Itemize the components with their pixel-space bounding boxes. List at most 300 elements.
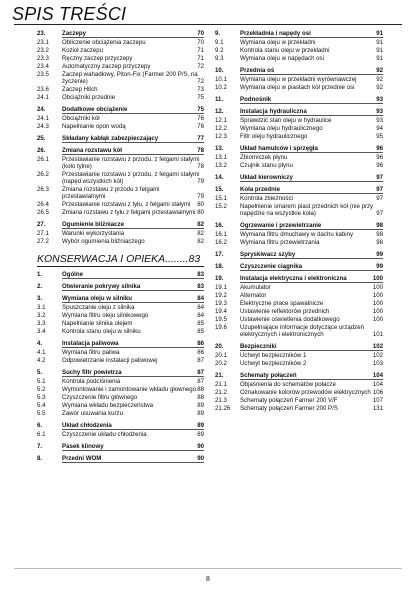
toc-chapter[interactable] [37,340,204,348]
toc-entry-title: Obciążniki kół 76 [62,115,204,122]
toc-entry-page: 96 [376,154,383,161]
toc-entry-number: 26.3 [37,186,49,193]
toc-entry-page: 76 [197,115,204,122]
toc-entry[interactable] [215,324,383,339]
toc-entry-title: Układ hamulców i sprzęgła 96 [240,145,383,152]
toc-entry[interactable] [37,230,204,238]
toc-entry-number: 4.1 [37,349,46,357]
toc-entry-title: Instalacja paliwowa 86 [62,340,204,348]
toc-chapter[interactable] [37,147,204,155]
toc-chapter[interactable] [37,106,204,114]
toc-entry[interactable] [37,201,204,209]
toc-entry-title: Zmiana rozstawu kół 78 [62,147,204,154]
toc-entry-number: 15.1 [215,195,227,202]
toc-chapter[interactable] [215,96,383,104]
toc-entry[interactable] [215,389,383,397]
toc-chapter[interactable] [215,343,383,351]
toc-entry-title: Zmiana rozstawu z przodu z felgami przestawialnymi 79 [62,186,204,200]
toc-entry-title: Dodatkowe obciążenie 75 [62,106,204,113]
toc-entry-number: 19.6 [215,324,227,331]
toc-entry-title: Układ kierowniczy 97 [240,174,383,181]
toc-entry-page: 87 [197,369,204,377]
toc-entry-title: Wymiana oleju w przekładni 91 [240,39,383,46]
toc-entry-title: Wymiana oleju w napędach osi 91 [240,55,383,62]
toc-entry-title: Alternator 100 [240,292,383,299]
toc-chapter[interactable] [37,135,204,143]
toc-entry-page: 100 [372,308,383,315]
toc-entry-title: Wymiana oleju w silniku 84 [62,295,204,303]
toc-entry-title: Wymiana filtru przewietrzania 98 [240,239,383,246]
toc-entry-number: 6. [37,422,43,430]
toc-entry-page: 75 [197,106,204,113]
toc-entry-number: 20.1 [215,352,227,359]
page-title: SPIS TREŚCI [12,4,127,24]
toc-entry-number: 8. [37,455,43,463]
toc-entry-number: 25. [37,135,46,142]
toc-entry-number: 26.1 [37,156,49,163]
toc-entry-page: 97 [376,174,383,181]
toc-entry-page: 71 [197,47,204,54]
right-column [215,28,383,413]
toc-entry-title: Kontrola stanu oleju w przekładni 91 [240,47,383,54]
toc-entry-number: 24.1 [37,115,49,122]
toc-entry-page: 98 [376,239,383,246]
toc-entry[interactable] [215,195,383,203]
toc-entry-number: 10. [215,67,224,74]
toc-chapter[interactable] [215,372,383,380]
toc-entry-page: 93 [376,108,383,115]
toc-entry-number: 23.6 [37,86,49,93]
toc-entry-number: 13.1 [215,154,227,161]
toc-entry-page: 100 [372,300,383,307]
toc-entry[interactable] [37,386,204,394]
toc-entry-page: 82 [197,238,204,245]
toc-entry-page: 89 [197,402,204,410]
toc-entry-page: 97 [376,195,383,202]
toc-list-left [37,30,204,246]
toc-entry-number: 24. [37,106,46,113]
toc-entry-number: 24.1 [37,94,49,101]
toc-entry-page: 98 [376,222,383,229]
toc-entry-title: Koła przednie 97 [240,186,383,193]
toc-entry-page: 96 [376,162,383,169]
toc-entry-title: Czujnik stanu płynu 96 [240,162,383,169]
toc-entry-number: 26.5 [37,209,49,216]
toc-entry-number: 19.3 [215,300,227,307]
toc-entry[interactable] [215,154,383,162]
toc-entry-page: 97 [376,186,383,193]
toc-entry-title: Schematy połączeń 104 [240,372,383,379]
toc-entry[interactable] [215,55,383,63]
toc-entry[interactable] [215,76,383,84]
toc-entry-title: Obciążniki przednie 75 [62,94,204,101]
toc-entry-title: Zaczepy 70 [62,30,204,37]
toc-entry-page: 70 [197,39,204,46]
toc-entry-number: 12.3 [215,133,227,140]
toc-chapter[interactable] [215,222,383,230]
toc-entry-page: 88 [197,386,204,394]
toc-entry-title: Wybór ogumienia bliźniaczego 82 [62,238,204,245]
toc-entry-title: Przestawianie rozstawu z przodu, z felgami stałymi (koło tylne) 78 [62,156,204,170]
toc-entry-page: 76 [197,123,204,130]
toc-entry-page: 80 [197,209,204,216]
toc-entry[interactable] [37,394,204,402]
toc-entry-page: 104 [372,381,383,388]
toc-chapter[interactable] [37,443,204,451]
toc-entry-number: 7. [37,443,43,451]
toc-chapter[interactable] [37,295,204,303]
toc-entry-title: Spuszczanie oleju z silnika 84 [62,304,204,312]
toc-entry-page: 100 [372,275,383,282]
toc-entry-page: 71 [197,55,204,62]
toc-entry-title: Przestawianie rozstawu z przodu, z felgami stałymi (napęd wszystkich kół) 79 [62,171,204,185]
toc-entry[interactable] [215,203,383,218]
toc-entry-page: 73 [197,86,204,93]
toc-entry[interactable] [37,410,204,418]
toc-chapter[interactable] [215,186,383,194]
toc-entry-number: 1. [37,271,43,279]
toc-entry[interactable] [37,123,204,131]
toc-entry[interactable] [215,292,383,300]
toc-entry-number: 19.4 [215,308,227,315]
toc-entry[interactable] [37,357,204,365]
toc-entry-number: 3.2 [37,312,46,320]
toc-entry-title: Napełnianie opon wodą 76 [62,123,204,130]
toc-entry-page: 99 [376,251,383,258]
toc-entry[interactable] [37,156,204,171]
toc-entry[interactable] [215,125,383,133]
toc-entry[interactable] [37,63,204,71]
toc-chapter[interactable] [215,275,383,283]
toc-entry-number: 9. [215,30,221,37]
toc-entry-page: 77 [197,135,204,142]
toc-entry-number: 17. [215,251,224,258]
toc-entry[interactable] [215,352,383,360]
toc-entry[interactable] [215,231,383,239]
toc-entry-title: Objaśnienia do schematów połacze 104 [240,381,383,388]
toc-entry-number: 18. [215,263,224,270]
toc-entry[interactable] [37,47,204,55]
toc-entry[interactable] [215,316,383,324]
toc-entry[interactable] [37,320,204,328]
toc-entry[interactable] [37,55,204,63]
toc-entry-page: 78 [197,163,204,170]
toc-entry-page: 89 [197,431,204,439]
toc-entry-number: 5.3 [37,394,46,402]
toc-entry-page: 90 [197,455,204,463]
toc-entry-title: Obliczenie obciążenia zaczepu 70 [62,39,204,46]
toc-chapter[interactable] [37,369,204,377]
toc-entry-page: 72 [197,63,204,70]
toc-chapter[interactable] [37,221,204,229]
toc-entry[interactable] [215,308,383,316]
toc-entry[interactable] [37,378,204,386]
toc-entry-number: 10.2 [215,84,227,91]
toc-entry-title: Suchy filtr powietrza 87 [62,369,204,377]
toc-entry-number: 12.2 [215,125,227,132]
toc-entry-page: 100 [372,292,383,299]
toc-entry-page: 80 [197,201,204,208]
toc-entry[interactable] [215,284,383,292]
toc-entry-number: 5.5 [37,410,46,418]
toc-entry-page: 103 [372,360,383,367]
toc-entry-title: Kontrola zbieżności 97 [240,195,383,202]
toc-entry-page: 102 [372,352,383,359]
toc-entry[interactable] [37,349,204,357]
toc-entry[interactable] [215,162,383,170]
toc-chapter[interactable] [215,174,383,182]
toc-entry-number: 21.3 [215,397,227,404]
toc-list-right [215,30,383,413]
toc-entry[interactable] [37,71,204,86]
toc-entry[interactable] [37,431,204,439]
toc-entry-title: Czyszczenie układu chłodzenia 89 [62,431,204,439]
toc-entry-title: Wymiana wkładu bezpieczeństwa 89 [62,402,204,410]
toc-entry-number: 3.1 [37,304,46,312]
toc-entry[interactable] [37,304,204,312]
toc-entry-title: Instalacja hydrauliczna 93 [240,108,383,115]
toc-entry-title: Zaczep Hitch 73 [62,86,204,93]
toc-entry-title: Uchwyt bezpieczników 1 102 [240,352,383,359]
toc-entry-number: 19. [215,275,224,282]
toc-entry-title: Ustawienie reflektorów przednich 100 [240,308,383,315]
toc-entry-number: 21. [215,372,224,379]
toc-entry-number: 16.2 [215,239,227,246]
toc-entry-number: 23.5 [37,71,49,78]
toc-entry-number: 24.3 [37,123,49,130]
toc-entry-page: 72 [197,78,204,85]
toc-chapter[interactable] [215,108,383,116]
toc-entry-number: 3.3 [37,320,46,328]
toc-entry-page: 92 [376,84,383,91]
toc-entry-title: Napełnianie silnika olejem 85 [62,320,204,328]
toc-entry-number: 27.1 [37,230,49,237]
toc-entry-page: 107 [372,397,383,404]
toc-entry[interactable] [37,171,204,186]
toc-entry-title: Przednia oś 92 [240,67,383,74]
toc-chapter[interactable] [215,30,383,38]
toc-entry[interactable] [37,94,204,102]
toc-entry-page: 75 [197,94,204,101]
toc-entry-title: Czyszczenie ciągnika 99 [240,263,383,270]
toc-entry[interactable] [215,133,383,141]
toc-entry-page: 94 [376,125,383,132]
toc-entry-title: Filtr oleju hydraulicznego 95 [240,133,383,140]
toc-entry-page: 100 [372,284,383,291]
toc-entry-page: 82 [197,221,204,228]
toc-entry[interactable] [215,84,383,92]
toc-entry-title: Ręczny zaczep przyczepy 71 [62,55,204,62]
toc-entry-title: Kontrola podciśnienia 87 [62,378,204,386]
toc-entry-title: Oznakowanie kolorów przewodów elektrycznych 106 [240,389,383,396]
toc-entry-title: Układ chłodzenia 89 [62,422,204,430]
toc-entry-title: Podnośnik 93 [240,96,383,103]
toc-entry[interactable] [37,115,204,123]
section-heading[interactable] [37,253,204,267]
toc-entry-title: Kontrola stanu oleju w silniku 85 [62,328,204,336]
toc-entry-page: 102 [372,343,383,350]
toc-entry-title: Akumulator 100 [240,284,383,291]
toc-entry-number: 26.2 [37,171,49,178]
toc-chapter[interactable] [37,271,204,279]
toc-entry-page: 85 [197,320,204,328]
toc-entry[interactable] [215,405,383,413]
footer-rule [14,568,402,569]
toc-entry[interactable] [37,238,204,246]
toc-entry-page: 92 [376,67,383,74]
toc-entry-title: Uzupełniające informacje dotyczące urządzeń elektrycznych i elektronicznych 101 [240,324,383,338]
toc-entry-page: 91 [376,55,383,62]
toc-entry-number: 14. [215,174,224,181]
toc-entry-number: 20.2 [215,360,227,367]
toc-chapter[interactable] [215,67,383,75]
toc-entry-title: Sprawdzić stan oleju w hydraulice 93 [240,117,383,124]
toc-entry[interactable] [37,209,204,217]
toc-entry-title: Wymiana filtru dmuchawy w dachu kabiny 98 [240,231,383,238]
toc-entry-number: 9.1 [215,39,224,46]
toc-entry-title: Wymiana oleju w przekładni wyrównawczej 92 [240,76,383,83]
toc-entry-title: Kozioł zaczepu 71 [62,47,204,54]
toc-entry[interactable] [215,397,383,405]
toc-entry-page: 104 [372,372,383,379]
toc-entry-page: 98 [376,231,383,238]
toc-entry-page: 88 [197,394,204,402]
section-heading-dots: ........ [165,253,189,265]
toc-entry-title: Ogólne 83 [62,271,204,279]
toc-entry-number: 23.2 [37,47,49,54]
toc-entry[interactable] [215,47,383,55]
toc-chapter[interactable] [215,145,383,153]
toc-entry[interactable] [215,300,383,308]
toc-entry-number: 10.1 [215,76,227,83]
toc-entry-title: Wymontowanie i zamontowanie wkładu głownego 88 [62,386,204,394]
left-column [37,28,204,463]
toc-entry-title: Instalacja elektryczna i elektroniczna 100 [240,275,383,282]
toc-entry-page: 95 [376,133,383,140]
section-heading-title: KONSERWACJA I OPIEKA [37,253,166,265]
toc-entry-number: 21.26 [215,405,231,412]
toc-entry[interactable] [37,312,204,320]
toc-entry-title: Przestawianie rozstawu z tyłu, z felgami stałymi 80 [62,201,204,208]
toc-entry-number: 9.3 [215,55,224,62]
toc-entry-number: 6.1 [37,431,46,439]
toc-entry-number: 26.4 [37,201,49,208]
toc-entry-page: 100 [372,316,383,323]
toc-entry-page: 92 [376,76,383,83]
toc-entry-number: 3.4 [37,328,46,336]
toc-entry-page: 91 [376,30,383,37]
toc-entry-page: 131 [372,405,383,412]
toc-entry-number: 20. [215,343,224,350]
toc-entry-page: 91 [376,47,383,54]
toc-entry-number: 3. [37,295,43,303]
toc-entry[interactable] [215,239,383,247]
toc-entry-page: 86 [197,340,204,348]
toc-entry-page: 90 [197,443,204,451]
toc-entry-page: 84 [197,304,204,312]
toc-list-left-2 [37,271,204,463]
toc-entry-number: 5.4 [37,402,46,410]
toc-entry-page: 84 [197,312,204,320]
toc-entry-number: 5.1 [37,378,46,386]
toc-entry-page: 87 [197,357,204,365]
toc-entry-number: 16.1 [215,231,227,238]
toc-entry-page: 86 [197,349,204,357]
toc-entry-page: 101 [372,331,383,338]
toc-entry-number: 19.5 [215,316,227,323]
toc-entry-number: 15. [215,186,224,193]
toc-entry-number: 21.2 [215,389,227,396]
toc-entry-title: Zbiorniczek płynu 96 [240,154,383,161]
toc-entry-title: Elektryczne prace spawalnicze 100 [240,300,383,307]
toc-entry-page: 82 [197,230,204,237]
toc-entry-number: 12. [215,108,224,115]
toc-entry-title: Schematy połączeń Farmer 200 P/S 131 [240,405,383,412]
toc-chapter[interactable] [37,455,204,463]
toc-entry-title: Uchwyt bezpieczników 2 103 [240,360,383,367]
toc-chapter[interactable] [215,251,383,259]
toc-entry-title: Spryskiwacz szyby 99 [240,251,383,258]
toc-entry-page: 79 [197,178,204,185]
toc-entry-number: 23.4 [37,63,49,70]
toc-entry-title: Napełnienie smarem piast przednich kół (nie przy napędzie na wszystkie koła) 97 [240,203,383,217]
toc-entry[interactable] [37,402,204,410]
toc-entry-page: 96 [376,145,383,152]
toc-chapter[interactable] [37,30,204,38]
toc-entry[interactable] [215,360,383,368]
toc-entry[interactable] [37,39,204,47]
toc-entry-number: 4. [37,340,43,348]
toc-chapter[interactable] [215,263,383,271]
toc-entry[interactable] [215,381,383,389]
toc-entry-page: 70 [197,30,204,37]
toc-entry-number: 21.1 [215,381,227,388]
toc-entry-page: 97 [376,210,383,217]
toc-entry[interactable] [215,117,383,125]
toc-entry-number: 19.1 [215,284,227,291]
page-number: 8 [206,576,210,583]
toc-chapter[interactable] [37,422,204,430]
toc-entry-page: 79 [197,193,204,200]
toc-entry-page: 87 [197,378,204,386]
toc-entry-title: Ustawienie oświetlenia dodatkowego 100 [240,316,383,323]
toc-entry-title: Wymiana oleju hydraulicznego 94 [240,125,383,132]
toc-entry[interactable] [37,86,204,94]
toc-entry[interactable] [215,39,383,47]
toc-entry-title: Przekładnia i napędy osi 91 [240,30,383,37]
toc-entry-title: Wymiana filtru paliwa 86 [62,349,204,357]
toc-chapter[interactable] [37,283,204,291]
toc-entry-page: 91 [376,39,383,46]
toc-entry-number: 19.2 [215,292,227,299]
toc-entry-title: Przedni WOM 90 [62,455,204,463]
toc-entry-title: Wymiana filtru oleju silnikowego 84 [62,312,204,320]
toc-entry[interactable] [37,186,204,201]
toc-entry-page: 93 [376,96,383,103]
toc-entry-number: 9.2 [215,47,224,54]
toc-entry-page: 99 [376,263,383,270]
toc-entry-title: Zmiana rozstawu z tyłu z felgami przestawialnymi 80 [62,209,204,216]
toc-entry-number: 13.2 [215,162,227,169]
toc-entry-title: Ogrzewanie i przewietrzanie 98 [240,222,383,229]
toc-entry-page: 85 [197,328,204,336]
toc-entry-title: Bezpieczniki 102 [240,343,383,350]
toc-entry-title: Pasek klinowy 90 [62,443,204,451]
toc-entry-number: 11. [215,96,224,103]
toc-entry-number: 26. [37,147,46,154]
toc-entry[interactable] [37,328,204,336]
toc-entry-title: Czyszczenie filtru głównego 88 [62,394,204,402]
